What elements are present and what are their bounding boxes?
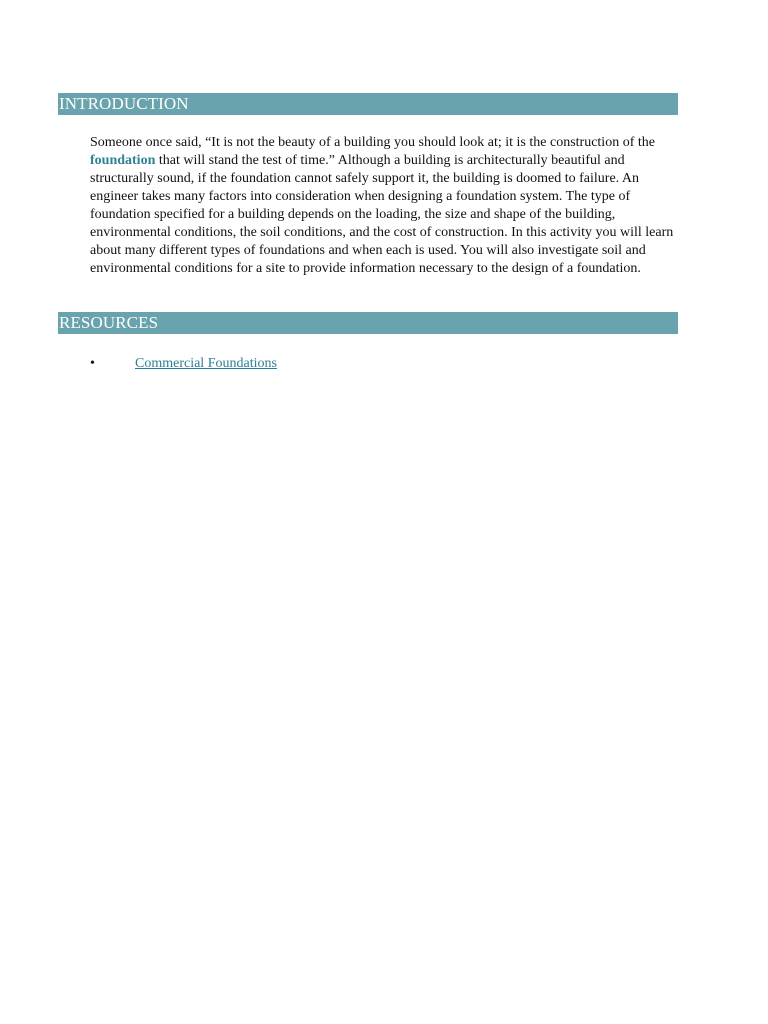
intro-text-before: Someone once said, “It is not the beauty of a building you should look at; it is the construction of the <box>90 135 655 150</box>
introduction-heading: INTRODUCTION <box>58 93 678 115</box>
list-item <box>90 355 277 373</box>
resources-list <box>90 355 277 373</box>
foundation-keyword: foundation <box>90 153 156 168</box>
introduction-paragraph <box>90 134 682 278</box>
bullet-icon: • <box>90 356 95 371</box>
resources-heading: RESOURCES <box>58 312 678 334</box>
intro-text-after: that will stand the test of time.” Although a building is architecturally beautiful and structurally sound, if the foundation cannot safely support it, the building is doomed to failure. An engineer takes many factors into consideration when designing a foundation system. The type of foundation specified for a building depends on the loading, the size and shape of the building, environmental conditions, the soil conditions, and the cost of construction. In this activity you will learn about many different types of foundations and when each is used. You will also investigate soil and environmental conditions for a site to provide information necessary to the design of a foundation. <box>90 153 674 276</box>
commercial-foundations-link[interactable]: Commercial Foundations <box>135 356 277 371</box>
